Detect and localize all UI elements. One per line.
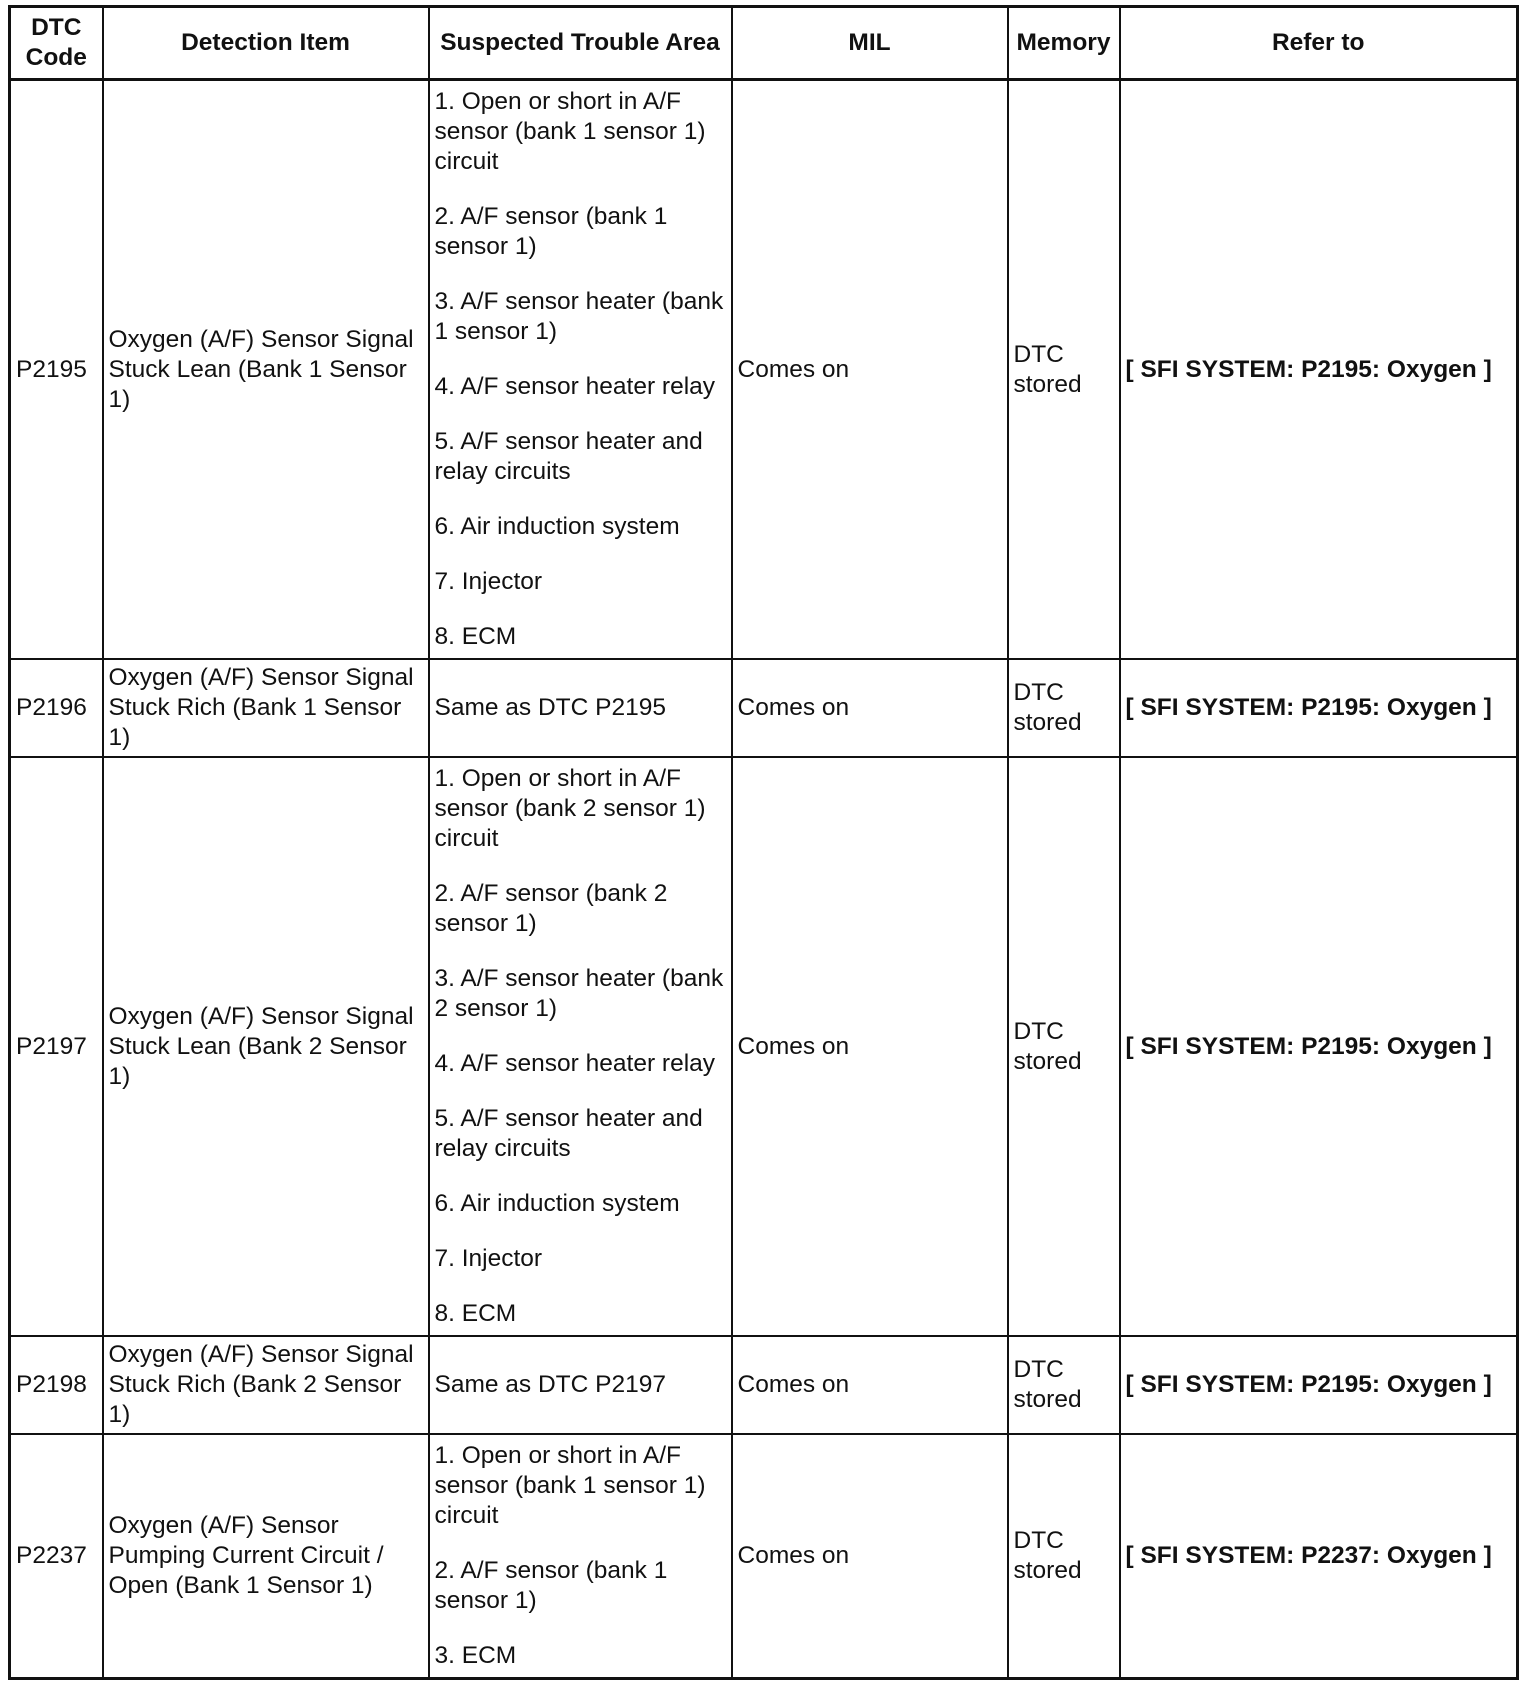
trouble-area-cell: Same as DTC P2195 [429, 659, 732, 757]
dtc-table-container [8, 5, 1519, 1680]
list-item: 1. Open or short in A/F sensor (bank 2 sensor 1) circuit [434, 765, 706, 852]
refer-to-cell: [ SFI SYSTEM: P2195: Oxygen ] [1120, 80, 1518, 660]
dtc-code-cell: P2197 [10, 757, 103, 1336]
refer-to-cell: [ SFI SYSTEM: P2195: Oxygen ] [1120, 1336, 1518, 1434]
list-item: 1. Open or short in A/F sensor (bank 1 sensor 1) circuit [434, 88, 706, 175]
dtc-code-cell: P2198 [10, 1336, 103, 1434]
list-item: 6. Air induction system [434, 1190, 680, 1217]
header-refer-to: Refer to [1120, 7, 1518, 80]
dtc-code-cell: P2237 [10, 1434, 103, 1679]
header-row [10, 7, 1518, 80]
trouble-area-cell: Same as DTC P2197 [429, 1336, 732, 1434]
trouble-area-list [435, 87, 726, 652]
list-item: 7. Injector [434, 1245, 543, 1272]
detection-item-cell: Oxygen (A/F) Sensor Signal Stuck Lean (Bank 2 Sensor 1) [103, 757, 429, 1336]
trouble-area-list [435, 764, 726, 1329]
table-row [10, 80, 1518, 660]
memory-cell: DTC stored [1008, 80, 1120, 660]
list-item: 5. A/F sensor heater and relay circuits [434, 428, 703, 485]
list-item: 2. A/F sensor (bank 2 sensor 1) [434, 880, 668, 937]
mil-cell: Comes on [732, 659, 1008, 757]
list-item: 3. A/F sensor heater (bank 2 sensor 1) [434, 965, 724, 1022]
mil-cell: Comes on [732, 80, 1008, 660]
header-mil: MIL [732, 7, 1008, 80]
list-item: 5. A/F sensor heater and relay circuits [434, 1105, 703, 1162]
dtc-table [8, 5, 1519, 1680]
refer-to-cell: [ SFI SYSTEM: P2195: Oxygen ] [1120, 659, 1518, 757]
refer-to-cell: [ SFI SYSTEM: P2237: Oxygen ] [1120, 1434, 1518, 1679]
list-item: 7. Injector [434, 568, 543, 595]
detection-item-cell: Oxygen (A/F) Sensor Signal Stuck Rich (Bank 2 Sensor 1) [103, 1336, 429, 1434]
mil-cell: Comes on [732, 1434, 1008, 1679]
list-item: 1. Open or short in A/F sensor (bank 1 sensor 1) circuit [434, 1442, 706, 1529]
header-suspected-trouble-area: Suspected Trouble Area [429, 7, 732, 80]
memory-cell: DTC stored [1008, 659, 1120, 757]
list-item: 8. ECM [434, 623, 517, 650]
trouble-area-cell [429, 80, 732, 660]
header-dtc-code: DTC Code [10, 7, 103, 80]
trouble-area-list [435, 1441, 726, 1671]
table-row [10, 1336, 1518, 1434]
refer-to-cell: [ SFI SYSTEM: P2195: Oxygen ] [1120, 757, 1518, 1336]
memory-cell: DTC stored [1008, 1434, 1120, 1679]
list-item: 3. ECM [434, 1642, 517, 1669]
list-item: 4. A/F sensor heater relay [434, 1050, 716, 1077]
list-item: 6. Air induction system [434, 513, 680, 540]
table-row [10, 757, 1518, 1336]
detection-item-cell: Oxygen (A/F) Sensor Pumping Current Circuit / Open (Bank 1 Sensor 1) [103, 1434, 429, 1679]
header-detection-item: Detection Item [103, 7, 429, 80]
header-memory: Memory [1008, 7, 1120, 80]
list-item: 8. ECM [434, 1300, 517, 1327]
list-item: 2. A/F sensor (bank 1 sensor 1) [434, 1557, 668, 1614]
dtc-code-cell: P2195 [10, 80, 103, 660]
list-item: 4. A/F sensor heater relay [434, 373, 716, 400]
memory-cell: DTC stored [1008, 757, 1120, 1336]
list-item: 2. A/F sensor (bank 1 sensor 1) [434, 203, 668, 260]
table-row [10, 659, 1518, 757]
memory-cell: DTC stored [1008, 1336, 1120, 1434]
table-row [10, 1434, 1518, 1679]
trouble-area-cell [429, 1434, 732, 1679]
list-item: 3. A/F sensor heater (bank 1 sensor 1) [434, 288, 724, 345]
mil-cell: Comes on [732, 757, 1008, 1336]
dtc-code-cell: P2196 [10, 659, 103, 757]
mil-cell: Comes on [732, 1336, 1008, 1434]
detection-item-cell: Oxygen (A/F) Sensor Signal Stuck Lean (Bank 1 Sensor 1) [103, 80, 429, 660]
detection-item-cell: Oxygen (A/F) Sensor Signal Stuck Rich (Bank 1 Sensor 1) [103, 659, 429, 757]
trouble-area-cell [429, 757, 732, 1336]
